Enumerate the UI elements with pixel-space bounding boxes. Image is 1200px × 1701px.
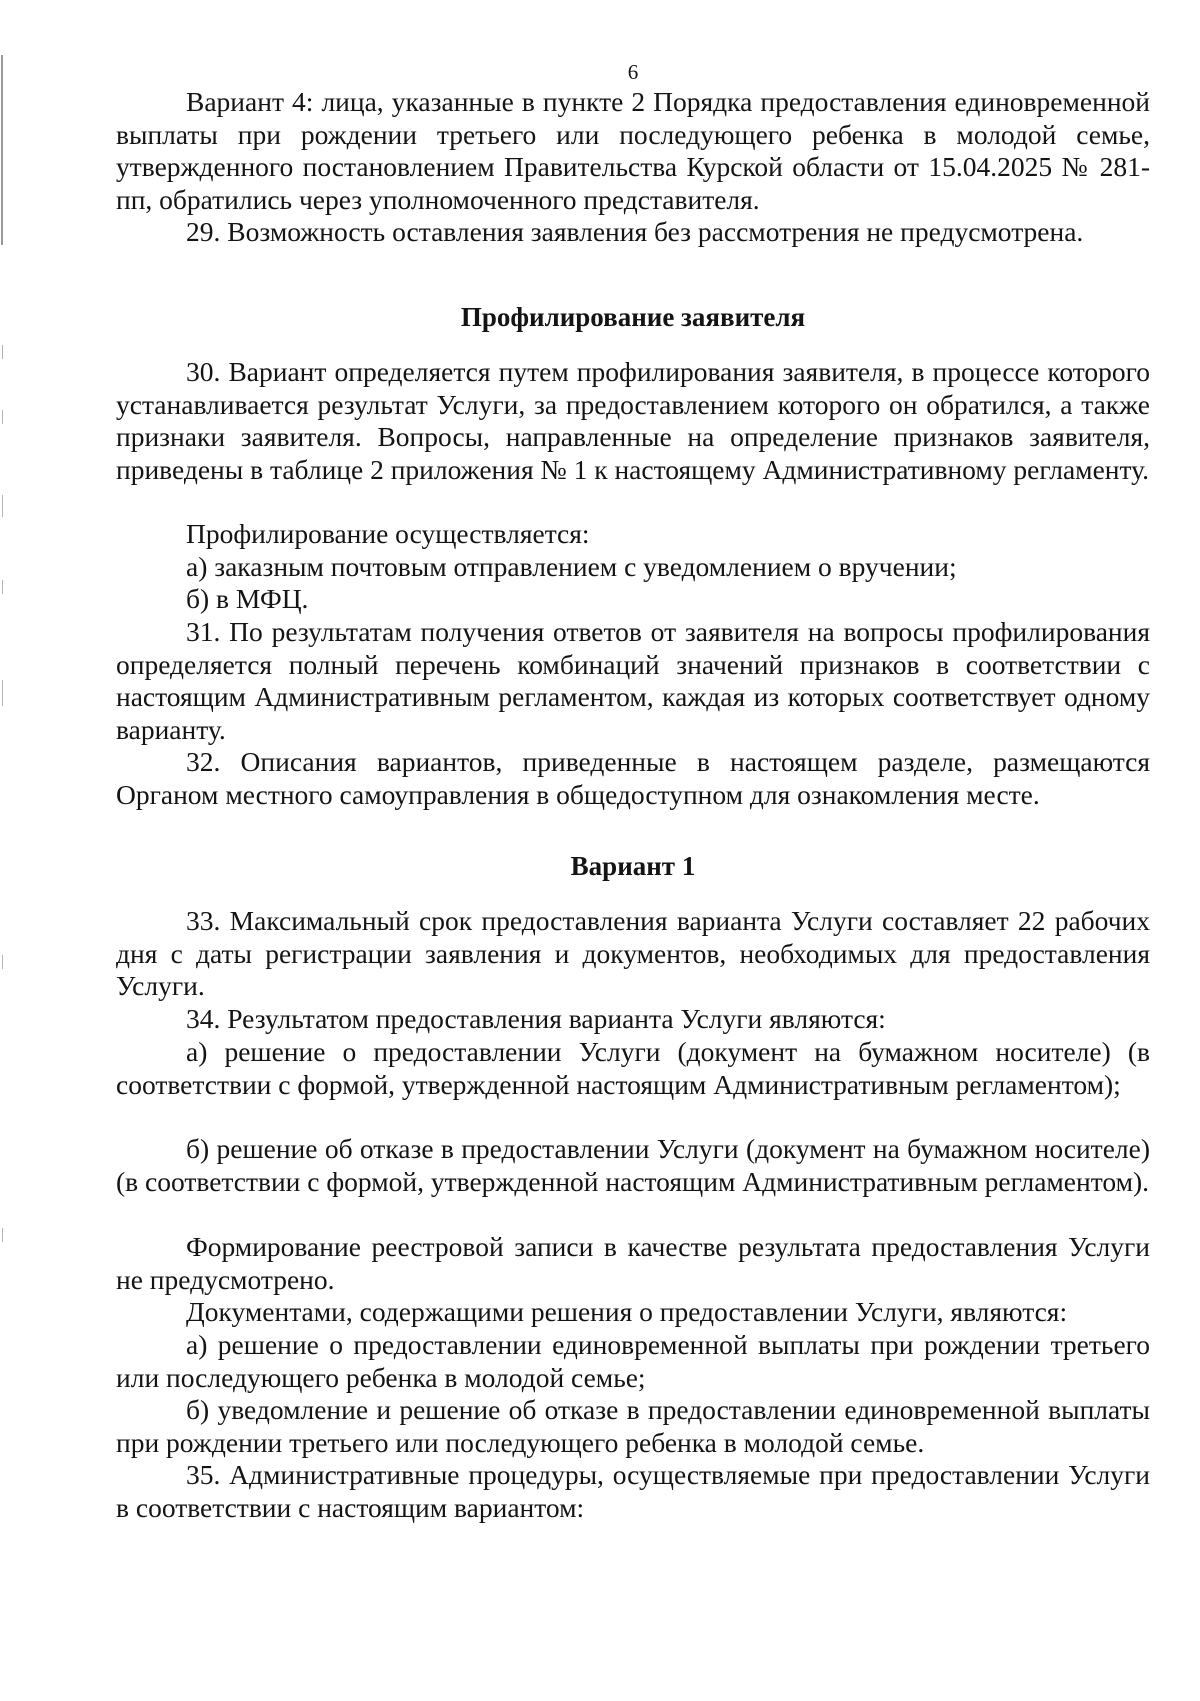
- paragraph-decision-b: б) уведомление и решение об отказе в предоставлении единовременной выплаты при рождении третьего или последующего ребенка в молодой семье.: [116, 1394, 1150, 1458]
- paragraph-33: 33. Максимальный срок предоставления варианта Услуги составляет 22 рабочих дня с даты регистрации заявления и документов, необходимых для предоставления Услуги.: [116, 905, 1150, 1001]
- paragraph-30-b: б) в МФЦ.: [186, 583, 309, 614]
- paragraph-30: 30. Вариант определяется путем профилирования заявителя, в процессе которого устанавливается результат Услуги, за предоставлением которого он обратился, а также признаки заявителя. Вопросы, направленные на определение признаков заявителя, приведены в таблице 2 приложения № 1 к настоящему Административному регламенту.: [116, 356, 1150, 485]
- paragraph-34-a: а) решение о предоставлении Услуги (документ на бумажном носителе) (в соответствии с формой, утвержденной настоящим Административным регламентом);: [116, 1036, 1150, 1100]
- paragraph-31: 31. По результатам получения ответов от заявителя на вопросы профилирования определяется полный перечень комбинаций значений признаков в соответствии с настоящим Административным регламентом, каждая из которых соответствует одному варианту.: [116, 616, 1150, 745]
- paragraph-29: 29. Возможность оставления заявления без рассмотрения не предусмотрена.: [186, 216, 1084, 247]
- paragraph-registry-record: Формирование реестровой записи в качестве результата предоставления Услуги не предусмотрено.: [116, 1231, 1150, 1295]
- heading-profiling: Профилирование заявителя: [460, 302, 806, 332]
- scan-edge-mark: [1, 55, 3, 245]
- paragraph-decision-documents: Документами, содержащими решения о предоставлении Услуги, являются:: [186, 1296, 1068, 1327]
- paragraph-decision-a: а) решение о предоставлении единовременной выплаты при рождении третьего или последующего ребенка в молодой семье;: [116, 1329, 1150, 1393]
- scan-edge-tick: [2, 1228, 3, 1242]
- heading-variant-1: Вариант 1: [570, 851, 696, 881]
- paragraph-variant-4: Вариант 4: лица, указанные в пункте 2 Порядка предоставления единовременной выплаты при рождении третьего или последующего ребенка в молодой семье, утвержденного постановлением Правительства Курской области от 15.04.2025 № 281-пп, обратились через уполномоченного представителя.: [116, 86, 1150, 215]
- scan-edge-tick: [2, 345, 3, 359]
- scan-edge-tick: [2, 955, 3, 969]
- paragraph-34: 34. Результатом предоставления варианта Услуги являются:: [186, 1003, 886, 1034]
- scan-edge-tick: [2, 680, 3, 706]
- paragraph-34-b: б) решение об отказе в предоставлении Услуги (документ на бумажном носителе) (в соответствии с формой, утвержденной настоящим Административным регламентом).: [116, 1133, 1150, 1197]
- scan-edge-tick: [2, 495, 3, 517]
- page-number: 6: [627, 60, 639, 84]
- paragraph-35: 35. Административные процедуры, осуществляемые при предоставлении Услуги в соответствии с настоящим вариантом:: [116, 1459, 1150, 1523]
- scan-edge-tick: [2, 580, 3, 594]
- paragraph-30-a: а) заказным почтовым отправлением с уведомлением о вручении;: [186, 551, 957, 582]
- paragraph-profiling-methods: Профилирование осуществляется:: [186, 518, 590, 549]
- scan-edge-tick: [2, 410, 3, 424]
- paragraph-32: 32. Описания вариантов, приведенные в настоящем разделе, размещаются Органом местного самоуправления в общедоступном для ознакомления месте.: [116, 746, 1150, 810]
